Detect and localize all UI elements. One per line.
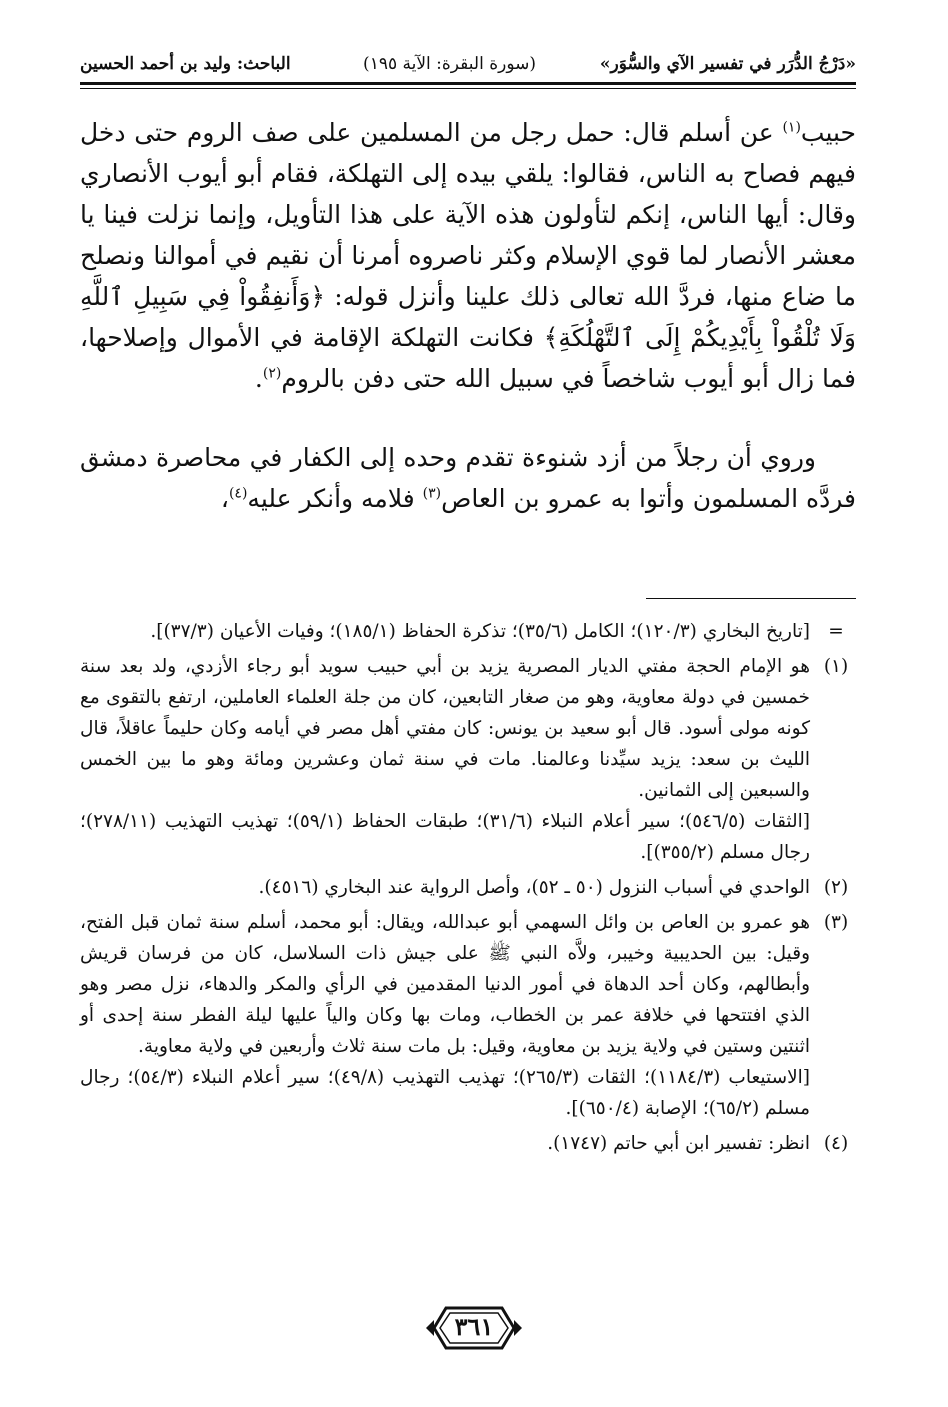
running-header [80, 50, 856, 78]
p2-mid: فلامه وأنكر عليه [247, 484, 423, 513]
footnote-ref-4[interactable]: (٤) [228, 485, 248, 502]
footnote-3 [80, 907, 856, 1124]
footnote-text: الواحدي في أسباب النزول (٥٠ ـ ٥٢)، وأصل الرواية عند البخاري (٤٥١٦). [258, 877, 810, 898]
p2-start: وروي أن رجلاً من أزد شنوءة تقدم وحده إلى الكفار في محاصرة دمشق فردَّه المسلمون وأتوا به عمرو بن العاص [80, 443, 856, 513]
main-text [80, 112, 856, 519]
quran-verse: ﴿وَأَنفِقُواْ فِي سَبِيلِ ٱللَّهِ وَلَا تُلْقُواْ بِأَيْدِيكُمْ إِلَى ٱلتَّهْلُكَةِ﴾ [80, 282, 856, 352]
p1-end: فكانت التهلكة الإقامة في الأموال وإصلاحها، فما زال أبو أيوب شاخصاً في سبيل الله حتى دفن بالروم [80, 323, 856, 393]
footnote-ref-3[interactable]: (٣) [422, 485, 442, 502]
footnote-text: هو عمرو بن العاص بن وائل السهمي أبو عبدالله، ويقال: أبو محمد، أسلم سنة ثمان قبل الفتح، وقيل: بين الحديبية وخيبر، ولاَّه النبي ﷺ على جيش ذات السلاسل، كان من فرسان قريش وأبطالهم، وكان أحد الدهاة في أمور الدنيا المقدمين في الرأي والمكر والدهاء، نزل مصر وهو الذي افتتحها في خلافة عمر بن الخطاب، ومات بها وكان والياً عليها ليلة الفطر سنة إحدى أو اثنتين وستين في ولاية يزيد بن معاوية، وقيل: بل مات سنة ثلاث وأربعين في ولاية معاوية. [80, 912, 810, 1057]
p1-start: حبيب [800, 118, 856, 147]
footnote-1 [80, 651, 856, 868]
header-rule-thick [80, 82, 856, 85]
footnote-number: (٢) [823, 877, 849, 898]
footnote-number: = [828, 621, 844, 642]
footnote-4 [80, 1128, 856, 1159]
footnote-separator [646, 598, 856, 599]
footnote-ref-1[interactable]: (١) [782, 119, 801, 136]
footnotes [80, 616, 856, 1163]
page-number: ٣٦١ [454, 1312, 494, 1341]
p1-period: . [254, 364, 263, 393]
page-number-ornament [424, 1302, 524, 1354]
footnote-number: (١) [823, 656, 849, 677]
footnote-continued [80, 616, 856, 647]
footnote-text: انظر: تفسير ابن أبي حاتم (١٧٤٧). [547, 1133, 810, 1154]
footnote-text: [تاريخ البخاري (١٢٠/٣)؛ الكامل (٣٥/٦)؛ تذكرة الحفاظ (١٨٥/١)؛ وفيات الأعيان (٣٧/٣)]. [150, 621, 810, 642]
paragraph-2 [80, 437, 856, 519]
footnote-2 [80, 872, 856, 903]
surah-verse: (سورة البقرة: الآية ١٩٥) [363, 54, 536, 74]
footnote-sources: [الاستيعاب (١١٨٤/٣)؛ الثقات (٢٦٥/٣)؛ تهذيب التهذيب (٤٩/٨)؛ سير أعلام النبلاء (٥٤/٣)؛ رجال مسلم (٦٥/٢)؛ الإصابة (٦٥٠/٤)]. [80, 1067, 810, 1119]
paragraph-1 [80, 112, 856, 399]
footnote-ref-2[interactable]: (٢) [262, 365, 282, 382]
researcher-name: الباحث: وليد بن أحمد الحسين [80, 54, 291, 74]
footnote-number: (٣) [823, 912, 849, 933]
footnote-text: هو الإمام الحجة مفتي الديار المصرية يزيد بن أبي حبيب سويد أبو رجاء الأزدي، ولد بعد سنة خمسين في دولة معاوية، وهو من صغار التابعين، كان من جلة العلماء العاملين، ارتفع بالتقوى مع كونه مولى أسود. قال أبو سعيد بن يونس: كان مفتي أهل مصر في أيامه وكان حليماً عاقلاً، قال الليث بن سعد: يزيد سيِّدنا وعالمنا. مات في سنة ثمان وعشرين ومائة وهو ما بين الخمس والسبعين إلى الثمانين. [80, 656, 810, 801]
footnote-number: (٤) [823, 1133, 849, 1154]
footnote-sources: [الثقات (٥٤٦/٥)؛ سير أعلام النبلاء (٣١/٦)؛ طبقات الحفاظ (٥٩/١)؛ تهذيب التهذيب (٢٧٨/١١)؛ رجال مسلم (٣٥٥/٢)]. [80, 811, 811, 863]
header-rule-thin [80, 88, 856, 89]
p1-mid: عن أسلم قال: حمل رجل من المسلمين على صف الروم حتى دخل فيهم فصاح به الناس، فقالوا: يلقي بيده إلى التهلكة، فقام أبو أيوب الأنصاري وقال: أيها الناس، إنكم لتأولون هذه الآية على هذا التأويل، وإنما نزلت فينا يا معشر الأنصار لما قوي الإسلام وكثر ناصروه أمرنا أن نقيم في أموالنا ونصلح ما ضاع منها، فردَّ الله تعالى ذلك علينا وأنزل قوله: [80, 118, 856, 311]
p2-end: ، [220, 484, 229, 513]
book-title: «دَرْجُ الدُّرَر في تفسير الآي والسُّوَر» [599, 54, 856, 74]
